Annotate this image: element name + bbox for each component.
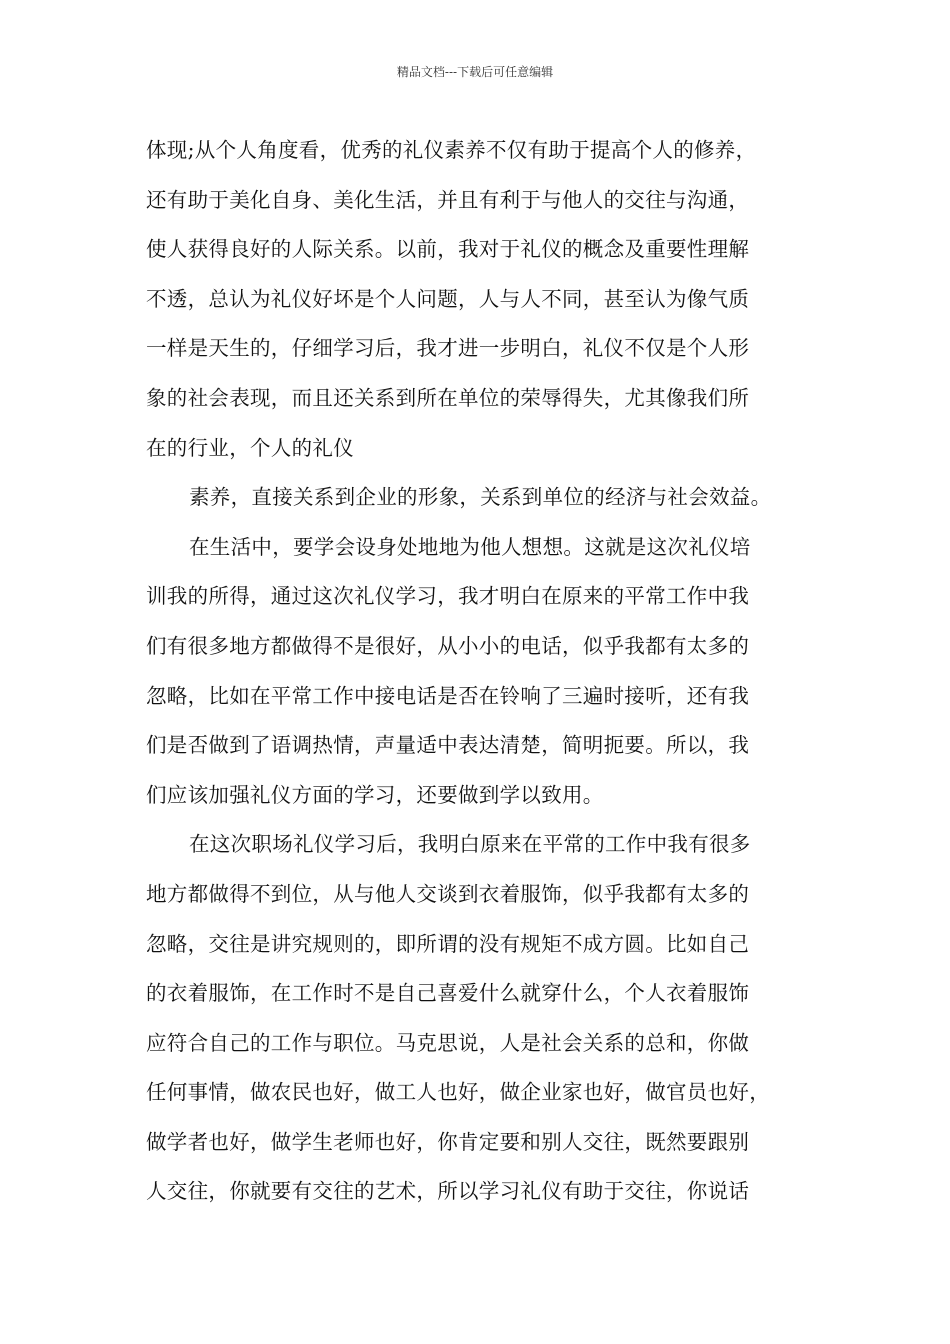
text-line: 使人获得良好的人际关系。以前，我对于礼仪的概念及重要性理解 [146, 237, 750, 262]
text-line: 地方都做得不到位，从与他人交谈到衣着服饰，似乎我都有太多的 [146, 881, 750, 906]
text-line: 应符合自己的工作与职位。马克思说，人是社会关系的总和，你做 [146, 1030, 750, 1055]
text-line: 在的行业，个人的礼仪 [146, 435, 354, 460]
text-line: 任何事情，做农民也好，做工人也好，做企业家也好，做官员也好， [146, 1080, 770, 1105]
text-line: 体现;从个人角度看，优秀的礼仪素养不仅有助于提高个人的修养， [146, 138, 757, 162]
text-line: 还有助于美化自身、美化生活，并且有利于与他人的交往与沟通， [146, 187, 750, 212]
text-line: 们有很多地方都做得不是很好，从小小的电话，似乎我都有太多的 [146, 633, 750, 658]
text-line: 人交往，你就要有交往的艺术，所以学习礼仪有助于交往，你说话 [146, 1179, 750, 1204]
text-line: 们是否做到了语调热情，声量适中表达清楚，简明扼要。所以，我 [146, 733, 750, 758]
page-header: 精品文档---下载后可任意编辑 [396, 65, 554, 79]
text-line: 的衣着服饰，在工作时不是自己喜爱什么就穿什么，个人衣着服饰 [146, 981, 750, 1006]
text-line: 不透，总认为礼仪好坏是个人问题，人与人不同，甚至认为像气质 [146, 286, 750, 311]
text-line: 训我的所得，通过这次礼仪学习，我才明白在原来的平常工作中我 [146, 584, 750, 609]
paragraph-first-line: 在生活中，要学会设身处地地为他人想想。这就是这次礼仪培 [189, 534, 751, 559]
text-line: 忽略，交往是讲究规则的，即所谓的没有规矩不成方圆。比如自己 [146, 931, 750, 956]
document-body [146, 132, 826, 1223]
text-line: 们应该加强礼仪方面的学习，还要做到学以致用。 [146, 782, 604, 807]
text-line: 一样是天生的，仔细学习后，我才进一步明白，礼仪不仅是个人形 [146, 336, 750, 361]
text-line: 象的社会表现，而且还关系到所在单位的荣辱得失，尤其像我们所 [146, 385, 750, 410]
text-line: 做学者也好，做学生老师也好，你肯定要和别人交往，既然要跟别 [146, 1129, 750, 1154]
text-line: 忽略，比如在平常工作中接电话是否在铃响了三遍时接听，还有我 [146, 683, 750, 708]
paragraph-first-line: 在这次职场礼仪学习后，我明白原来在平常的工作中我有很多 [189, 832, 751, 857]
paragraph-first-line: 素养，直接关系到企业的形象，关系到单位的经济与社会效益。 [189, 485, 772, 510]
